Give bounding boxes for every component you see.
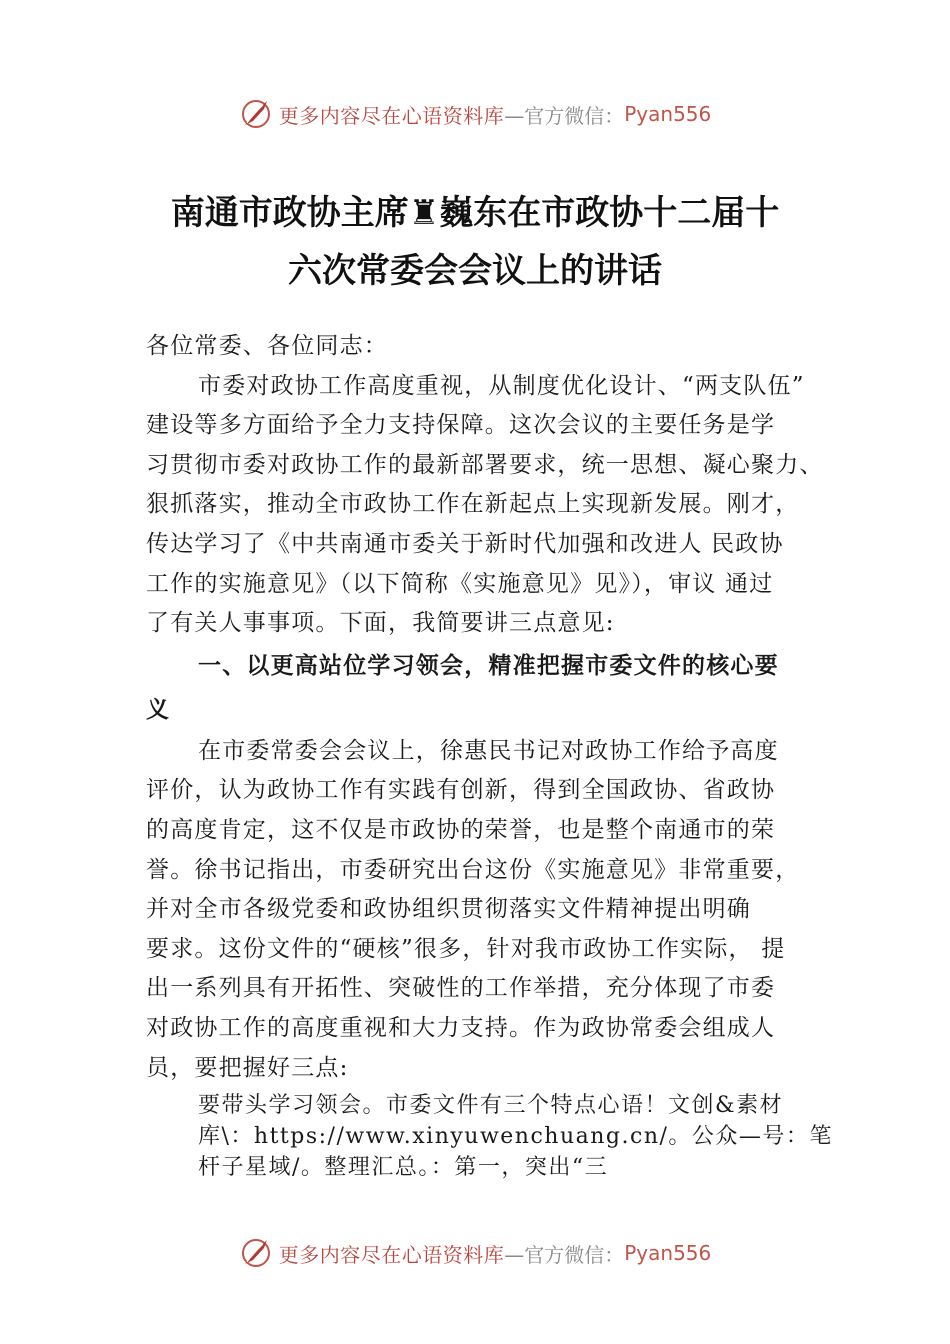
paragraph-line: 狠抓落实，推动全市政协工作在新起点上实现新发展。刚才， bbox=[146, 491, 800, 518]
banner-text: 更多内容尽在心语资料库 bbox=[278, 103, 505, 128]
paragraph-line: 工作的实施意见》（以下简称《实施意见》见》），审议 通过 bbox=[146, 570, 774, 597]
banner-separator: —官方微信： bbox=[504, 1242, 625, 1267]
banner-text: 更多内容尽在心语资料库 bbox=[278, 1242, 505, 1267]
paragraph-line: 评价，认为政协工作有实践有创新，得到全国政协、省政协 bbox=[146, 777, 776, 804]
banner-separator: —官方微信： bbox=[504, 103, 625, 128]
paragraph-2 bbox=[146, 732, 836, 1088]
title-line-2: 六次常委会会议上的讲话 bbox=[288, 251, 662, 291]
paragraph-line: 在市委常委会会议上，徐惠民书记对政协工作给予高度 bbox=[198, 737, 779, 764]
paragraph-line: 誉。徐书记指出，市委研究出台这份《实施意见》非常重要， bbox=[146, 856, 800, 883]
title-line-1: 南通市政协主席♜巍东在市政协十二届十 bbox=[170, 193, 780, 233]
paragraph-line: 传达学习了《中共南通市委关于新时代加强和改进人 民政协 bbox=[146, 530, 784, 557]
section-heading-1 bbox=[146, 644, 836, 732]
paragraph-line: 员，要把握好三点: bbox=[146, 1054, 349, 1081]
quill-logo-icon bbox=[239, 97, 273, 131]
paragraph-line: 习贯彻市委对政协工作的最新部署要求，统一思想、凝心聚力、 bbox=[146, 451, 824, 478]
document-body bbox=[146, 327, 836, 1183]
paragraph-line: 的高度肯定，这不仅是市政协的荣誉，也是整个南通市的荣 bbox=[146, 816, 776, 843]
heading-line: 义 bbox=[146, 696, 171, 723]
paragraph-line: 市委对政协工作高度重视，从制度优化设计、“两支队伍” bbox=[198, 372, 805, 399]
quill-logo-icon bbox=[239, 1236, 273, 1270]
paragraph-line: 建设等多方面给予全力支持保障。这次会议的主要任务是学 bbox=[146, 412, 776, 439]
page-title bbox=[120, 184, 830, 300]
paragraph-line: 出一系列具有开拓性、突破性的工作举措，充分体现了市委 bbox=[146, 975, 776, 1002]
banner-wechat-id: Pyan556 bbox=[624, 1241, 712, 1265]
paragraph-line: 杆子星域/。整理汇总。：第一，突出“三 bbox=[198, 1155, 609, 1181]
salutation: 各位常委、各位同志： bbox=[146, 333, 388, 359]
heading-line: 一、以更高站位学习领会，精准把握市委文件的核心要 bbox=[198, 652, 779, 679]
paragraph-line: 要带头学习领会。市委文件有三个特点心语！文创&素材 bbox=[198, 1093, 784, 1119]
paragraph-line: 了有关人事事项。下面，我简要讲三点意见: bbox=[146, 610, 615, 637]
footer-banner bbox=[0, 1231, 950, 1275]
paragraph-line: 对政协工作的高度重视和大力支持。作为政协常委会组成人 bbox=[146, 1014, 776, 1041]
paragraph-line: 库\：https://www.xinyuwenchuang.cn/。公众—号：笔 bbox=[198, 1124, 833, 1150]
header-banner bbox=[0, 92, 950, 136]
paragraph-3 bbox=[146, 1090, 836, 1183]
paragraph-line: 要求。这份文件的“硬核”很多，针对我市政协工作实际， 提 bbox=[146, 935, 786, 962]
paragraph-line: 并对全市各级党委和政协组织贯彻落实文件精神提出明确 bbox=[146, 896, 751, 923]
paragraph-1 bbox=[146, 367, 836, 644]
banner-wechat-id: Pyan556 bbox=[624, 102, 712, 126]
